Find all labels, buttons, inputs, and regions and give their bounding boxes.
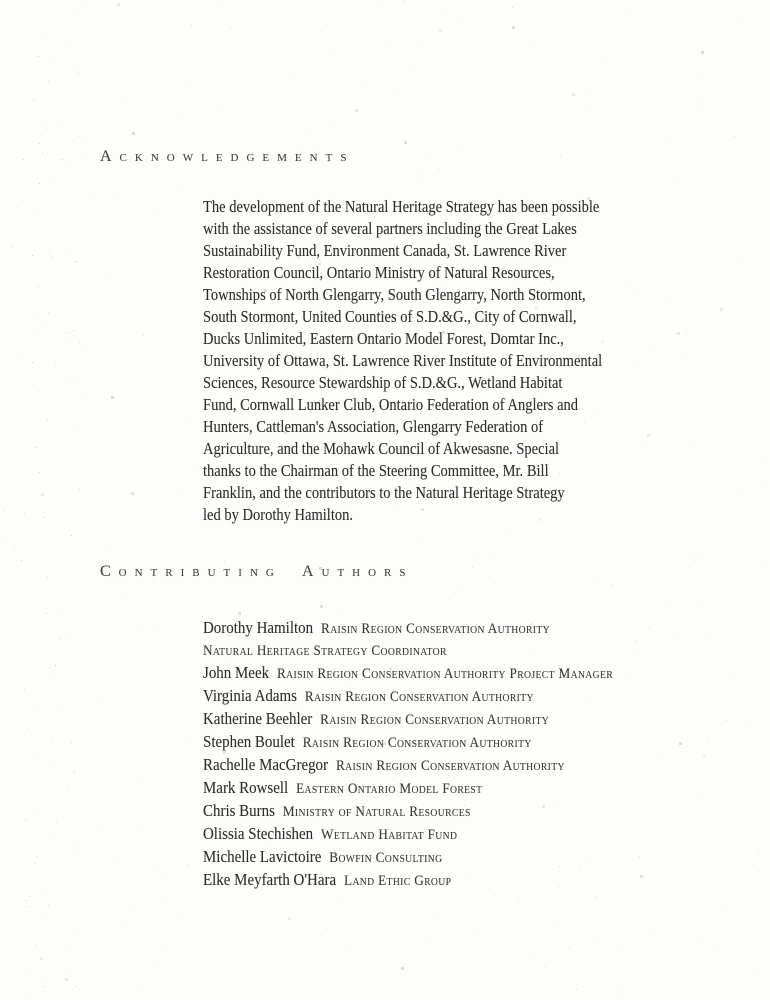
paragraph-line: thanks to the Chairman of the Steering Committee, Mr. Bill	[203, 461, 549, 480]
author-row	[203, 777, 613, 800]
author-affiliation: Eastern Ontario Model Forest	[296, 781, 483, 797]
author-name: Stephen Boulet	[203, 732, 295, 751]
acknowledgements-heading: Acknowledgements	[100, 148, 355, 165]
author-affiliation: Raisin Region Conservation Authority	[321, 621, 550, 637]
author-row	[203, 823, 613, 846]
author-name: Mark Rowsell	[203, 778, 289, 797]
paragraph-line: with the assistance of several partners including the Great Lakes	[203, 219, 577, 238]
paragraph-line: South Stormont, United Counties of S.D.&G., City of Cornwall,	[203, 307, 577, 326]
author-affiliation: Land Ethic Group	[344, 873, 452, 889]
contributing-authors-heading: Contributing Authors	[100, 563, 414, 580]
paragraph-line: Sciences, Resource Stewardship of S.D.&G., Wetland Habitat	[203, 373, 563, 392]
author-row	[203, 708, 613, 731]
paragraph-line: University of Ottawa, St. Lawrence River Institute of Environmental	[203, 351, 603, 370]
author-row	[203, 662, 613, 685]
paragraph-line: Ducks Unlimited, Eastern Ontario Model Forest, Domtar Inc.,	[203, 329, 564, 348]
author-affiliation: Raisin Region Conservation Authority	[335, 758, 565, 774]
author-affiliation: Raisin Region Conservation Authority	[304, 689, 534, 705]
paragraph-line: Restoration Council, Ontario Ministry of Natural Resources,	[203, 263, 555, 282]
author-row	[203, 846, 613, 869]
author-name: Dorothy Hamilton	[203, 618, 314, 637]
author-role-line: Natural Heritage Strategy Coordinator	[203, 643, 447, 659]
acknowledgements-paragraph	[203, 196, 602, 526]
author-name: Olissia Stechishen	[203, 824, 314, 843]
author-row	[203, 617, 613, 640]
author-row	[203, 685, 613, 708]
paragraph-line: Fund, Cornwall Lunker Club, Ontario Federation of Anglers and	[203, 395, 579, 414]
paragraph-line: Agriculture, and the Mohawk Council of Akwesasne. Special	[203, 439, 560, 458]
paragraph-line: led by Dorothy Hamilton.	[203, 505, 354, 524]
author-name: Elke Meyfarth O'Hara	[203, 870, 337, 889]
paragraph-line: Sustainability Fund, Environment Canada, St. Lawrence River	[203, 241, 567, 260]
author-name: Michelle Lavictoire	[203, 847, 322, 866]
scan-noise-speckles	[0, 0, 1, 1]
author-row	[203, 869, 613, 892]
author-affiliation: Bowfin Consulting	[329, 850, 443, 866]
paragraph-line: Townships of North Glengarry, South Glengarry, North Stormont,	[203, 285, 586, 304]
author-affiliation: Raisin Region Conservation Authority	[302, 735, 532, 751]
author-affiliation: Wetland Habitat Fund	[321, 827, 458, 843]
paragraph-line: The development of the Natural Heritage Strategy has been possible	[203, 197, 600, 216]
paragraph-line: Hunters, Cattleman's Association, Glengarry Federation of	[203, 417, 544, 436]
author-name: Virginia Adams	[203, 686, 297, 705]
author-name: Chris Burns	[203, 801, 275, 820]
author-row	[203, 754, 613, 777]
paragraph-line: Franklin, and the contributors to the Natural Heritage Strategy	[203, 483, 565, 502]
author-row	[203, 800, 613, 823]
author-affiliation: Raisin Region Conservation Authority	[320, 712, 550, 728]
contributing-authors-list	[203, 617, 613, 892]
author-affiliation: Ministry of Natural Resources	[282, 804, 471, 820]
author-name: Katherine Beehler	[203, 709, 313, 728]
author-affiliation: Raisin Region Conservation Authority Project Manager	[276, 666, 614, 682]
author-name: John Meek	[203, 663, 270, 682]
author-row	[203, 731, 613, 754]
author-name: Rachelle MacGregor	[203, 755, 329, 774]
